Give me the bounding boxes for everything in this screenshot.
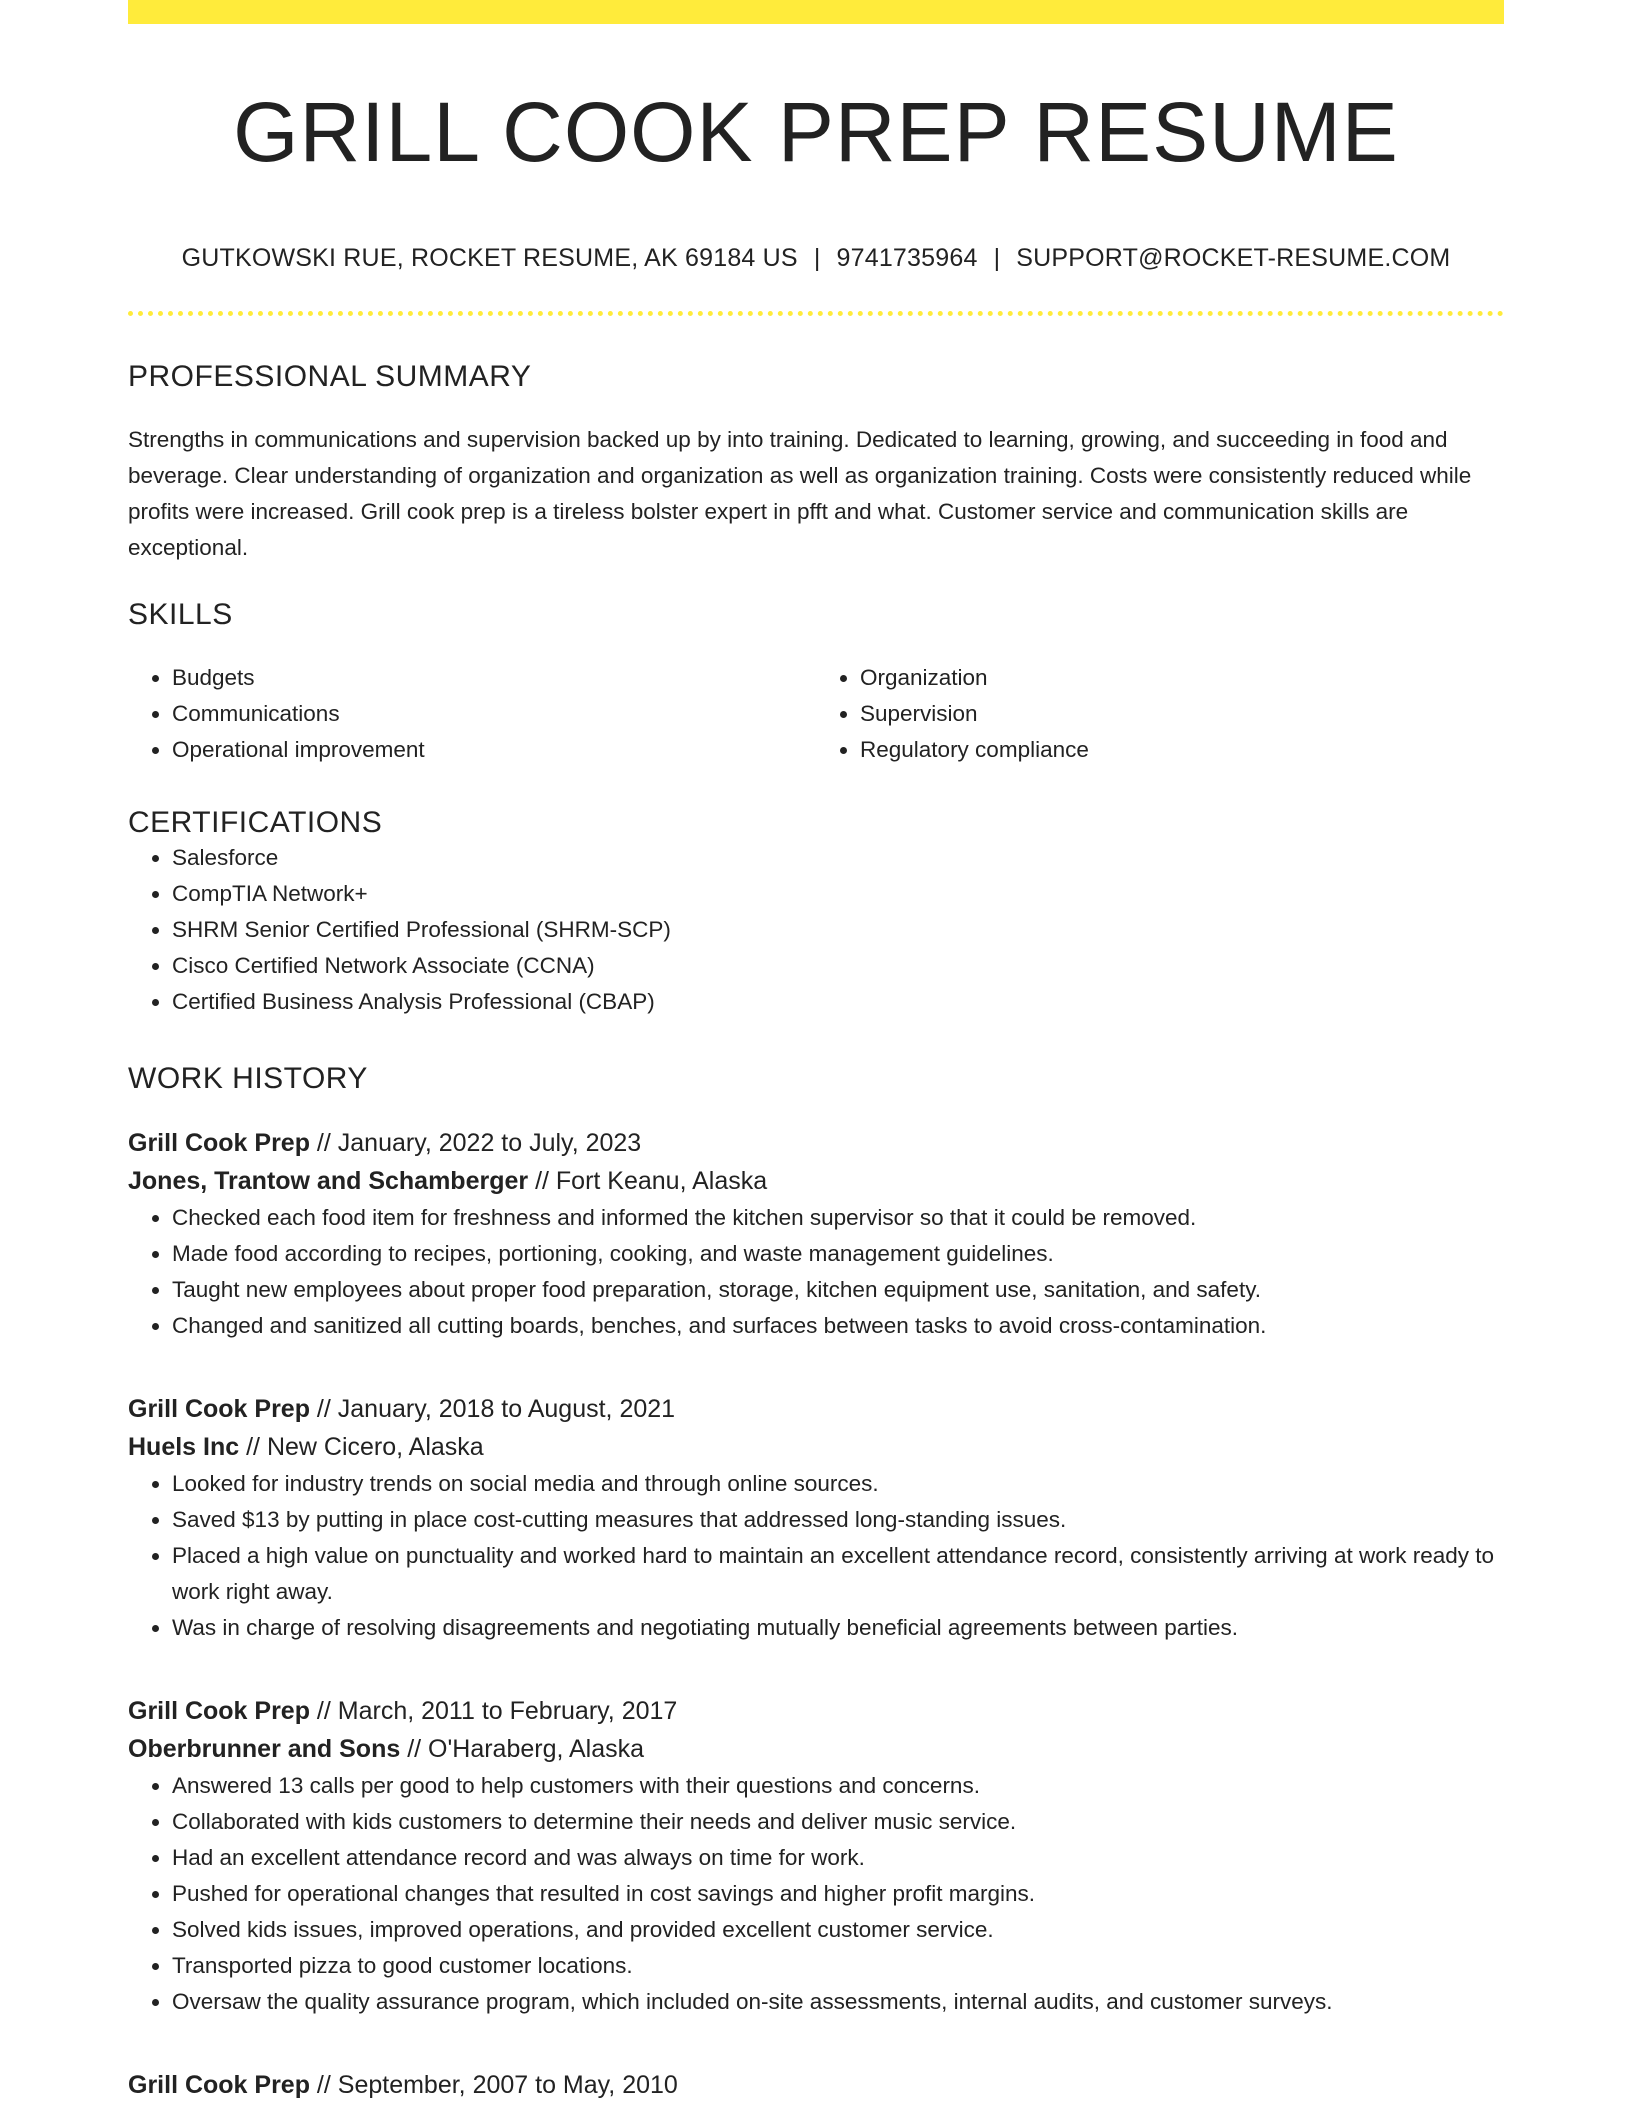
contact-address: GUTKOWSKI RUE, ROCKET RESUME, AK 69184 US [181, 244, 798, 272]
job-role-line [128, 1390, 1504, 1428]
skills-list [128, 660, 1504, 768]
job-duty: • Changed and sanitized all cutting boards, benches, and surfaces between tasks to avoid cross-contamination. [172, 1308, 1504, 1344]
job-duty: • Taught new employees about proper food preparation, storage, kitchen equipment use, sanitation, and safety. [172, 1272, 1504, 1308]
job-role: Grill Cook Prep [128, 1129, 310, 1157]
job-location: // O'Haraberg, Alaska [400, 1735, 645, 1763]
certification-item: • CompTIA Network+ [172, 876, 1504, 912]
job-entry [128, 1390, 1504, 1646]
certifications-heading: CERTIFICATIONS [128, 806, 383, 839]
job-role-line [128, 2066, 1504, 2104]
job-entry [128, 1124, 1504, 1344]
job-role: Grill Cook Prep [128, 2071, 310, 2099]
job-duty: • Made food according to recipes, portioning, cooking, and waste management guidelines. [172, 1236, 1504, 1272]
skill-item: • Organization [860, 660, 1504, 696]
contact-separator: | [993, 244, 1001, 272]
job-entry [128, 2066, 1504, 2104]
job-role: Grill Cook Prep [128, 1395, 310, 1423]
certification-item: • Salesforce [172, 840, 1504, 876]
job-duty: • Looked for industry trends on social media and through online sources. [172, 1466, 1504, 1502]
contact-line [128, 244, 1504, 273]
resume-title: GRILL COOK PREP RESUME [233, 85, 1399, 179]
skill-item: • Supervision [860, 696, 1504, 732]
job-role: Grill Cook Prep [128, 1697, 310, 1725]
job-duty: • Checked each food item for freshness and informed the kitchen supervisor so that it could be removed. [172, 1200, 1504, 1236]
certification-item: • SHRM Senior Certified Professional (SHRM-SCP) [172, 912, 1504, 948]
job-dates: // January, 2022 to July, 2023 [309, 1129, 642, 1157]
certification-item: • Cisco Certified Network Associate (CCNA) [172, 948, 1504, 984]
skill-item: • Communications [172, 696, 816, 732]
skills-column-right [816, 660, 1504, 768]
job-duty: • Placed a high value on punctuality and worked hard to maintain an excellent attendance record, consistently arriving at work ready to work right away. [172, 1538, 1504, 1610]
job-company-line [128, 1428, 1504, 1466]
skills-heading: SKILLS [128, 598, 233, 631]
job-duty: • Had an excellent attendance record and was always on time for work. [172, 1840, 1504, 1876]
job-role-line [128, 1124, 1504, 1162]
job-duty: • Was in charge of resolving disagreements and negotiating mutually beneficial agreements between parties. [172, 1610, 1504, 1646]
summary-heading: PROFESSIONAL SUMMARY [128, 360, 532, 393]
skill-item: • Budgets [172, 660, 816, 696]
job-role-line [128, 1692, 1504, 1730]
job-duty: • Solved kids issues, improved operations, and provided excellent customer service. [172, 1912, 1504, 1948]
job-duty: • Pushed for operational changes that resulted in cost savings and higher profit margins. [172, 1876, 1504, 1912]
job-duties [128, 1466, 1504, 1646]
job-location: // New Cicero, Alaska [239, 1433, 484, 1461]
job-entry [128, 1692, 1504, 2020]
work-history-heading: WORK HISTORY [128, 1062, 368, 1095]
job-location: // Fort Keanu, Alaska [528, 1167, 768, 1195]
job-duties [128, 1200, 1504, 1344]
job-duty: • Transported pizza to good customer locations. [172, 1948, 1504, 1984]
job-duty: • Oversaw the quality assurance program, which included on-site assessments, internal audits, and customer surveys. [172, 1984, 1504, 2020]
contact-phone: 9741735964 [836, 244, 978, 272]
skills-column-left [128, 660, 816, 768]
skill-item: • Regulatory compliance [860, 732, 1504, 768]
job-company: Oberbrunner and Sons [128, 1735, 401, 1763]
job-duty: • Saved $13 by putting in place cost-cutting measures that addressed long-standing issues. [172, 1502, 1504, 1538]
job-duties [128, 1768, 1504, 2020]
job-dates: // September, 2007 to May, 2010 [309, 2071, 678, 2099]
job-company: Jones, Trantow and Schamberger [128, 1167, 529, 1195]
contact-email: SUPPORT@ROCKET-RESUME.COM [1016, 244, 1451, 272]
dotted-divider [128, 311, 1504, 316]
certification-item: • Certified Business Analysis Professional (CBAP) [172, 984, 1504, 1020]
job-company-line [128, 1730, 1504, 1768]
job-duty: • Collaborated with kids customers to determine their needs and deliver music service. [172, 1804, 1504, 1840]
summary-text: Strengths in communications and supervision backed up by into training. Dedicated to learning, growing, and succeeding in food and beverage. Clear understanding of organization and organization as well as organization training. Costs were consistently reduced while profits were increased. Grill cook prep is a tireless bolster expert in pfft and what. Customer service and communication skills are exceptional. [128, 427, 1472, 560]
certifications-list [128, 840, 1504, 1020]
job-duty: • Answered 13 calls per good to help customers with their questions and concerns. [172, 1768, 1504, 1804]
top-accent-bar [128, 0, 1504, 24]
job-dates: // January, 2018 to August, 2021 [309, 1395, 676, 1423]
skill-item: • Operational improvement [172, 732, 816, 768]
job-company: Huels Inc [128, 1433, 240, 1461]
contact-separator: | [813, 244, 821, 272]
resume-page [128, 0, 1504, 2104]
job-company-line [128, 1162, 1504, 1200]
job-dates: // March, 2011 to February, 2017 [309, 1697, 678, 1725]
